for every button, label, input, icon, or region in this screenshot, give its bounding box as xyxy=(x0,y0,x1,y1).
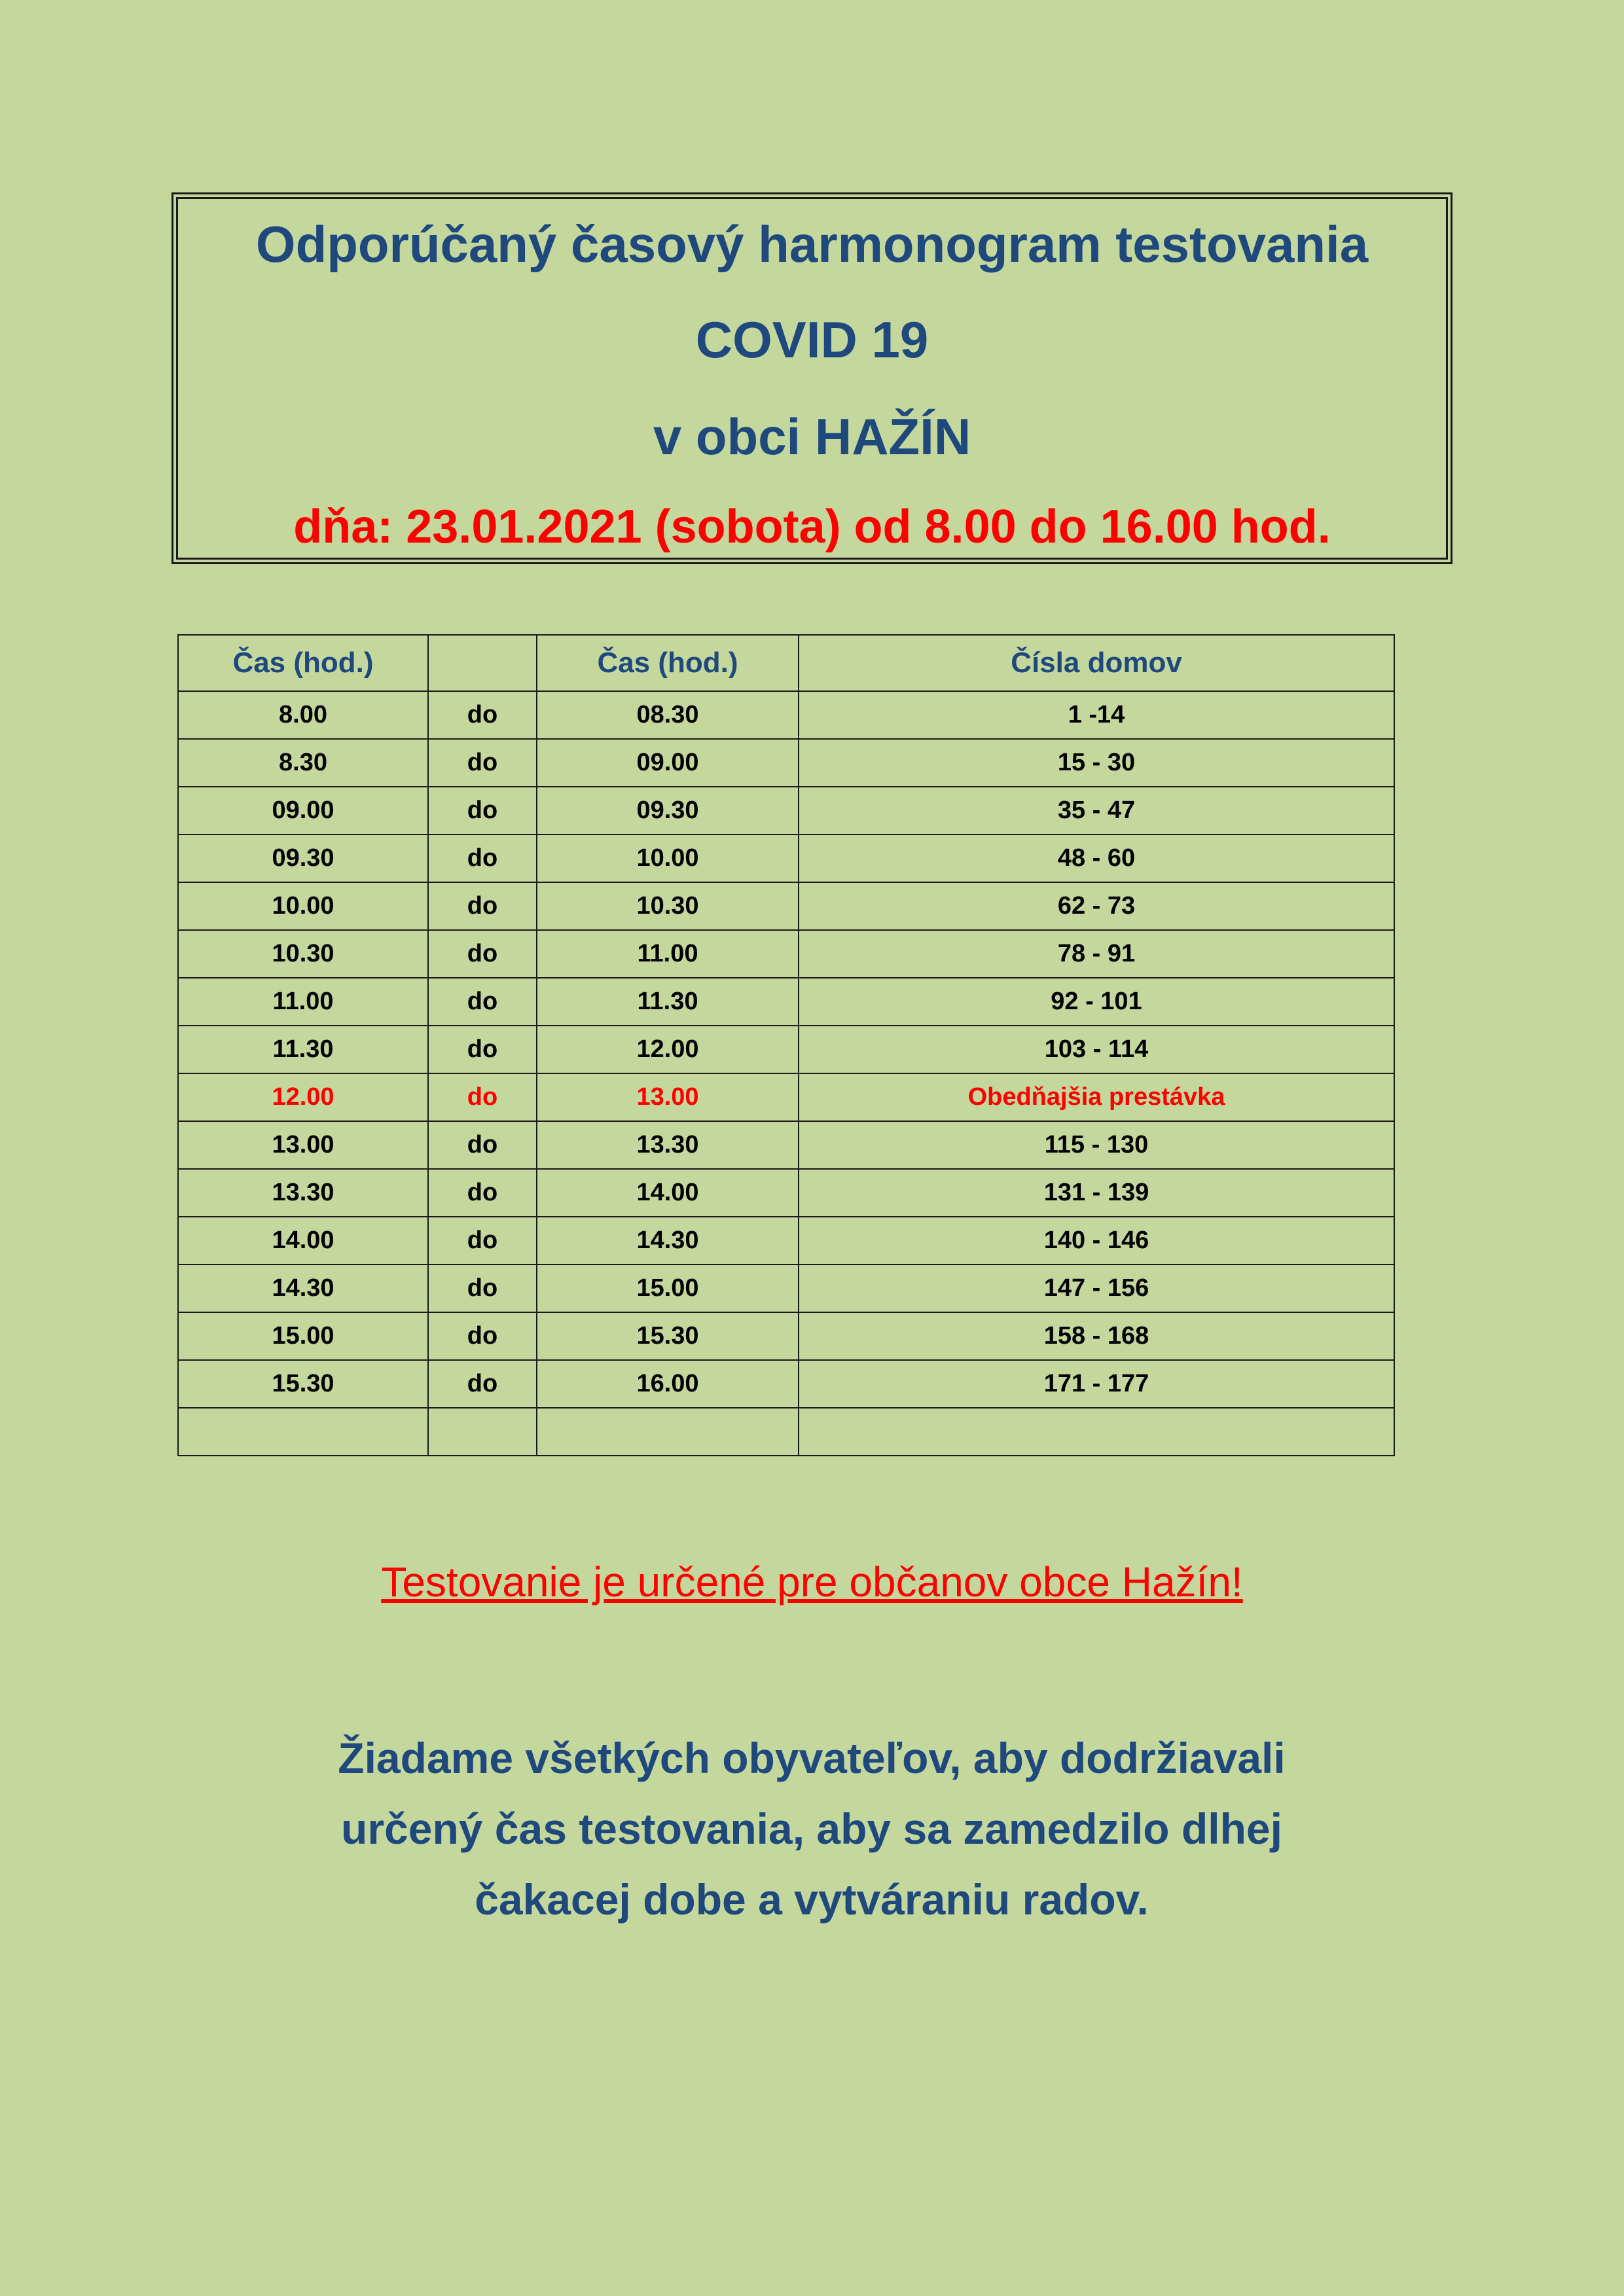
schedule-table xyxy=(177,634,1395,1456)
cell-time-from: 14.00 xyxy=(178,1217,428,1265)
cell-to-word: do xyxy=(428,882,537,930)
cell-time-from: 10.30 xyxy=(178,930,428,978)
cell-house-numbers: 48 - 60 xyxy=(799,834,1394,882)
table-row xyxy=(178,739,1394,787)
title-line-3: v obci HAŽÍN xyxy=(653,408,971,465)
cell-time-from: 09.30 xyxy=(178,834,428,882)
cell-to-word xyxy=(428,1408,537,1456)
title-line-1: Odporúčaný časový harmonogram testovania xyxy=(255,215,1369,273)
cell-to-word: do xyxy=(428,1265,537,1312)
cell-house-numbers xyxy=(799,1408,1394,1456)
cell-time-from: 11.30 xyxy=(178,1026,428,1073)
cell-house-numbers: 103 - 114 xyxy=(799,1026,1394,1073)
eligibility-notice: Testovanie je určené pre občanov obce Hažín! xyxy=(381,1558,1243,1605)
table-row xyxy=(178,1408,1394,1456)
appeal-line-2: určený čas testovania, aby sa zamedzilo dlhej xyxy=(341,1804,1282,1853)
title-date-line: dňa: 23.01.2021 (sobota) od 8.00 do 16.00 hod. xyxy=(293,501,1331,553)
cell-time-to: 13.00 xyxy=(537,1073,799,1121)
table-row xyxy=(178,1121,1394,1169)
cell-house-numbers: 140 - 146 xyxy=(799,1217,1394,1265)
cell-house-numbers: 15 - 30 xyxy=(799,739,1394,787)
cell-to-word: do xyxy=(428,930,537,978)
table-header-row xyxy=(178,635,1394,691)
cell-time-from: 15.00 xyxy=(178,1312,428,1360)
cell-house-numbers: 1 -14 xyxy=(799,691,1394,739)
table-row xyxy=(178,787,1394,834)
cell-time-to: 10.00 xyxy=(537,834,799,882)
table-row xyxy=(178,1217,1394,1265)
cell-time-from: 10.00 xyxy=(178,882,428,930)
cell-time-from: 13.30 xyxy=(178,1169,428,1217)
cell-time-to: 15.00 xyxy=(537,1265,799,1312)
cell-to-word: do xyxy=(428,1360,537,1408)
table-row xyxy=(178,1312,1394,1360)
cell-to-word: do xyxy=(428,1121,537,1169)
cell-time-from: 15.30 xyxy=(178,1360,428,1408)
table-row xyxy=(178,1360,1394,1408)
cell-house-numbers: 147 - 156 xyxy=(799,1265,1394,1312)
cell-time-to: 15.30 xyxy=(537,1312,799,1360)
cell-time-from: 13.00 xyxy=(178,1121,428,1169)
cell-to-word: do xyxy=(428,739,537,787)
table-row xyxy=(178,1265,1394,1312)
cell-to-word: do xyxy=(428,1169,537,1217)
table-row xyxy=(178,882,1394,930)
cell-house-numbers: 171 - 177 xyxy=(799,1360,1394,1408)
cell-house-numbers: 62 - 73 xyxy=(799,882,1394,930)
header-house-numbers: Čísla domov xyxy=(799,635,1394,691)
cell-time-to: 13.30 xyxy=(537,1121,799,1169)
appeal-line-1: Žiadame všetkých obyvateľov, aby dodržiavali xyxy=(338,1734,1286,1782)
cell-time-from xyxy=(178,1408,428,1456)
cell-to-word: do xyxy=(428,834,537,882)
cell-house-numbers: 158 - 168 xyxy=(799,1312,1394,1360)
cell-to-word: do xyxy=(428,787,537,834)
cell-time-from: 11.00 xyxy=(178,978,428,1026)
cell-time-to xyxy=(537,1408,799,1456)
cell-time-from: 12.00 xyxy=(178,1073,428,1121)
cell-time-to: 14.30 xyxy=(537,1217,799,1265)
cell-time-from: 14.30 xyxy=(178,1265,428,1312)
cell-house-numbers: Obedňajšia prestávka xyxy=(799,1073,1394,1121)
cell-time-to: 08.30 xyxy=(537,691,799,739)
table-row xyxy=(178,834,1394,882)
cell-time-from: 09.00 xyxy=(178,787,428,834)
schedule-body xyxy=(178,691,1394,1456)
header-time-from: Čas (hod.) xyxy=(178,635,428,691)
cell-time-to: 11.00 xyxy=(537,930,799,978)
cell-house-numbers: 92 - 101 xyxy=(799,978,1394,1026)
title-box xyxy=(171,192,1453,564)
cell-to-word: do xyxy=(428,978,537,1026)
cell-time-to: 09.00 xyxy=(537,739,799,787)
cell-time-to: 09.30 xyxy=(537,787,799,834)
table-row xyxy=(178,978,1394,1026)
cell-time-to: 11.30 xyxy=(537,978,799,1026)
cell-time-from: 8.30 xyxy=(178,739,428,787)
cell-time-to: 16.00 xyxy=(537,1360,799,1408)
cell-time-to: 12.00 xyxy=(537,1026,799,1073)
appeal-line-3: čakacej dobe a vytváraniu radov. xyxy=(475,1875,1149,1924)
cell-to-word: do xyxy=(428,1073,537,1121)
cell-time-from: 8.00 xyxy=(178,691,428,739)
header-time-to: Čas (hod.) xyxy=(537,635,799,691)
table-row xyxy=(178,1073,1394,1121)
cell-time-to: 14.00 xyxy=(537,1169,799,1217)
cell-house-numbers: 35 - 47 xyxy=(799,787,1394,834)
cell-house-numbers: 115 - 130 xyxy=(799,1121,1394,1169)
cell-to-word: do xyxy=(428,1312,537,1360)
table-row xyxy=(178,691,1394,739)
title-line-2: COVID 19 xyxy=(695,311,929,368)
table-row xyxy=(178,1026,1394,1073)
cell-time-to: 10.30 xyxy=(537,882,799,930)
header-spacer xyxy=(428,635,537,691)
cell-to-word: do xyxy=(428,1217,537,1265)
cell-to-word: do xyxy=(428,1026,537,1073)
cell-house-numbers: 78 - 91 xyxy=(799,930,1394,978)
cell-house-numbers: 131 - 139 xyxy=(799,1169,1394,1217)
appeal-text xyxy=(157,1723,1466,1935)
cell-to-word: do xyxy=(428,691,537,739)
table-row xyxy=(178,930,1394,978)
table-row xyxy=(178,1169,1394,1217)
